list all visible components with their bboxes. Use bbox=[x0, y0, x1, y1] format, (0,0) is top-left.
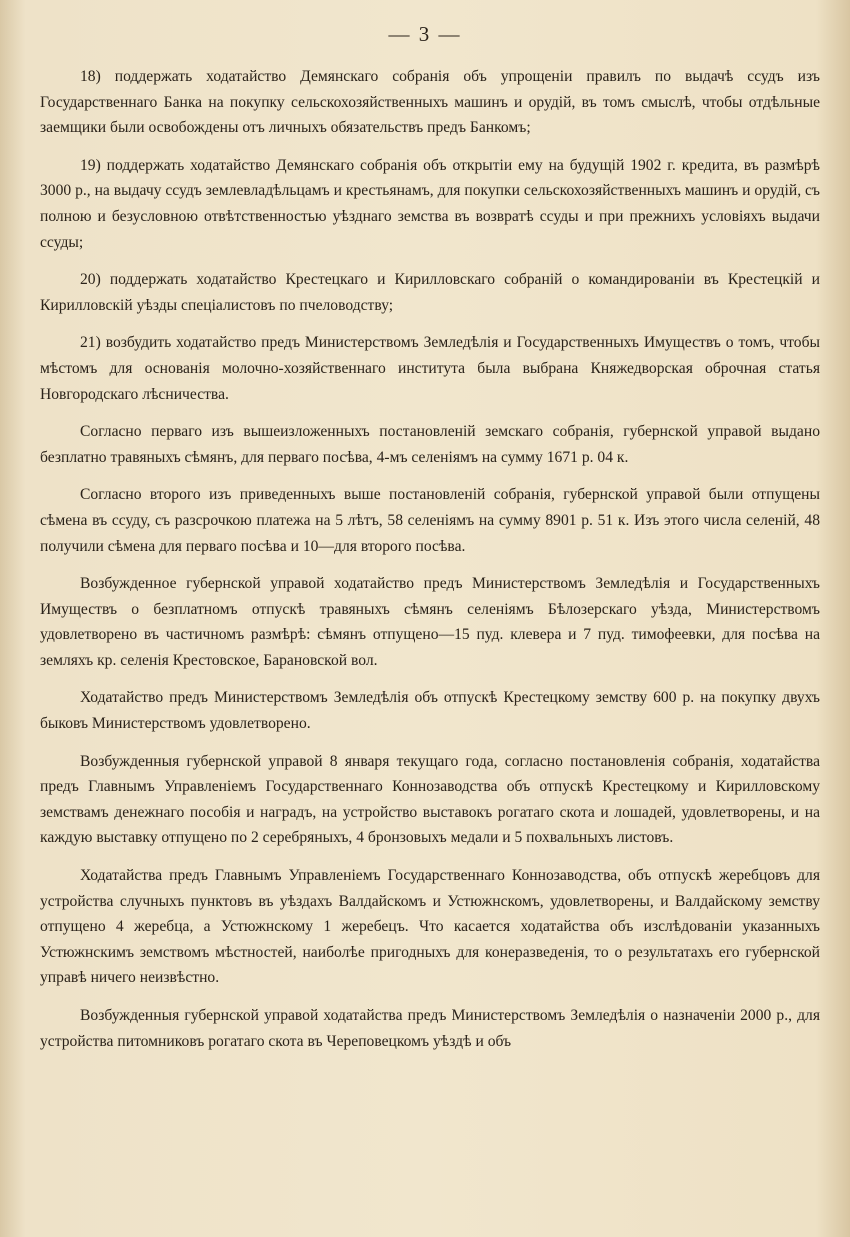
paragraph-item-18: 18) поддержать ходатайство Демянскаго собранія объ упрощеніи правилъ по выдачѣ ссудъ изъ Государственнаго Банка на покупку сельскохозяйственныхъ машинъ и орудій, въ томъ смыслѣ, чтобы отдѣльные заемщики были освобождены отъ личныхъ обязательствъ предъ Банкомъ; bbox=[40, 68, 820, 137]
paragraph-item-21: 21) возбудить ходатайство предъ Министерствомъ Земледѣлія и Государственныхъ Имуществъ о томъ, чтобы мѣстомъ для основанія молочно-хозяйственнаго института была выбрана Княжедворская оброчная статья Новгородскаго лѣсничества. bbox=[40, 334, 820, 403]
paragraph-nurseries: Возбужденныя губернской управой ходатайства предъ Министерствомъ Земледѣлія о назначеніи 2000 р., для устройства питомниковъ рогатаго скота въ Череповецкомъ уѣздѣ и объ bbox=[40, 1007, 820, 1050]
document-body bbox=[40, 64, 820, 1066]
paragraph-exhibitions: Возбужденныя губернской управой 8 января текущаго года, согласно постановленія собранія, ходатайства предъ Главнымъ Управленіемъ Государственнаго Коннозаводства объ отпускѣ Крестецкому и Кирилловскому земствамъ денежнаго пособія и наградъ, на устройство выставокъ рогатаго скота и лошадей, удовлетворены, и на каждую выставку отпущено по 2 серебряныхъ, 4 бронзовыхъ медали и 5 похвальныхъ листовъ. bbox=[40, 752, 820, 847]
page-number: — 3 — bbox=[388, 22, 462, 46]
paragraph-grass-seeds-free: Согласно перваго изъ вышеизложенныхъ постановленій земскаго собранія, губернской управой выдано безплатно травяныхъ сѣмянъ, для перваго посѣва, 4-мъ селеніямъ на сумму 1671 р. 04 к. bbox=[40, 423, 820, 466]
paragraph-item-20: 20) поддержать ходатайство Крестецкаго и Кирилловскаго собраній о командированіи въ Крестецкій и Кирилловскій уѣзды спеціалистовъ по пчеловодству; bbox=[40, 271, 820, 314]
paragraph-belozersk-seeds: Возбужденное губернской управой ходатайство предъ Министерствомъ Земледѣлія и Государственныхъ Имуществъ о безплатномъ отпускѣ травяныхъ сѣмянъ селеніямъ Бѣлозерскаго уѣзда, Министерствомъ удовлетворено въ частичномъ размѣрѣ: сѣмянъ отпущено—15 пуд. клевера и 7 пуд. тимофеевки, для посѣва на земляхъ кр. селенія Крестовское, Барановской вол. bbox=[40, 575, 820, 669]
paragraph-stallions: Ходатайства предъ Главнымъ Управленіемъ Государственнаго Коннозаводства, объ отпускѣ жеребцовъ для устройства случныхъ пунктовъ въ уѣздахъ Валдайскомъ и Устюжнскомъ, удовлетворены, и Валдайскому земству отпущено 4 жеребца, а Устюжнскому 1 жеребецъ. Что касается ходатайства объ изслѣдованіи указанныхъ Устюжнскимъ земствомъ мѣстностей, наиболѣе пригодныхъ для конеразведенія, то о результатахъ его губернской управѣ ничего неизвѣстно. bbox=[40, 867, 820, 987]
paragraph-bulls-purchase: Ходатайство предъ Министерствомъ Земледѣлія объ отпускѣ Крестецкому земству 600 р. на покупку двухъ быковъ Министерствомъ удовлетворено. bbox=[40, 689, 820, 733]
paragraph-seeds-loan: Согласно второго изъ приведенныхъ выше постановленій собранія, губернской управой были отпущены сѣмена въ ссуду, съ разсрочкою платежа на 5 лѣтъ, 58 селеніямъ на сумму 8901 р. 51 к. Изъ этого числа селеній, 48 получили сѣмена для перваго посѣва и 10—для второго посѣва. bbox=[40, 486, 820, 555]
paragraph-item-19: 19) поддержать ходатайство Демянскаго собранія объ открытіи ему на будущій 1902 г. кредита, въ размѣрѣ 3000 р., на выдачу ссудъ землевладѣльцамъ и крестьянамъ, для покупки сельскохозяйственныхъ машинъ и орудій, съ полною и безусловною отвѣтственностью уѣзднаго земства въ возвратѣ ссуды и при прежнихъ условіяхъ выдачи ссуды; bbox=[40, 156, 820, 251]
